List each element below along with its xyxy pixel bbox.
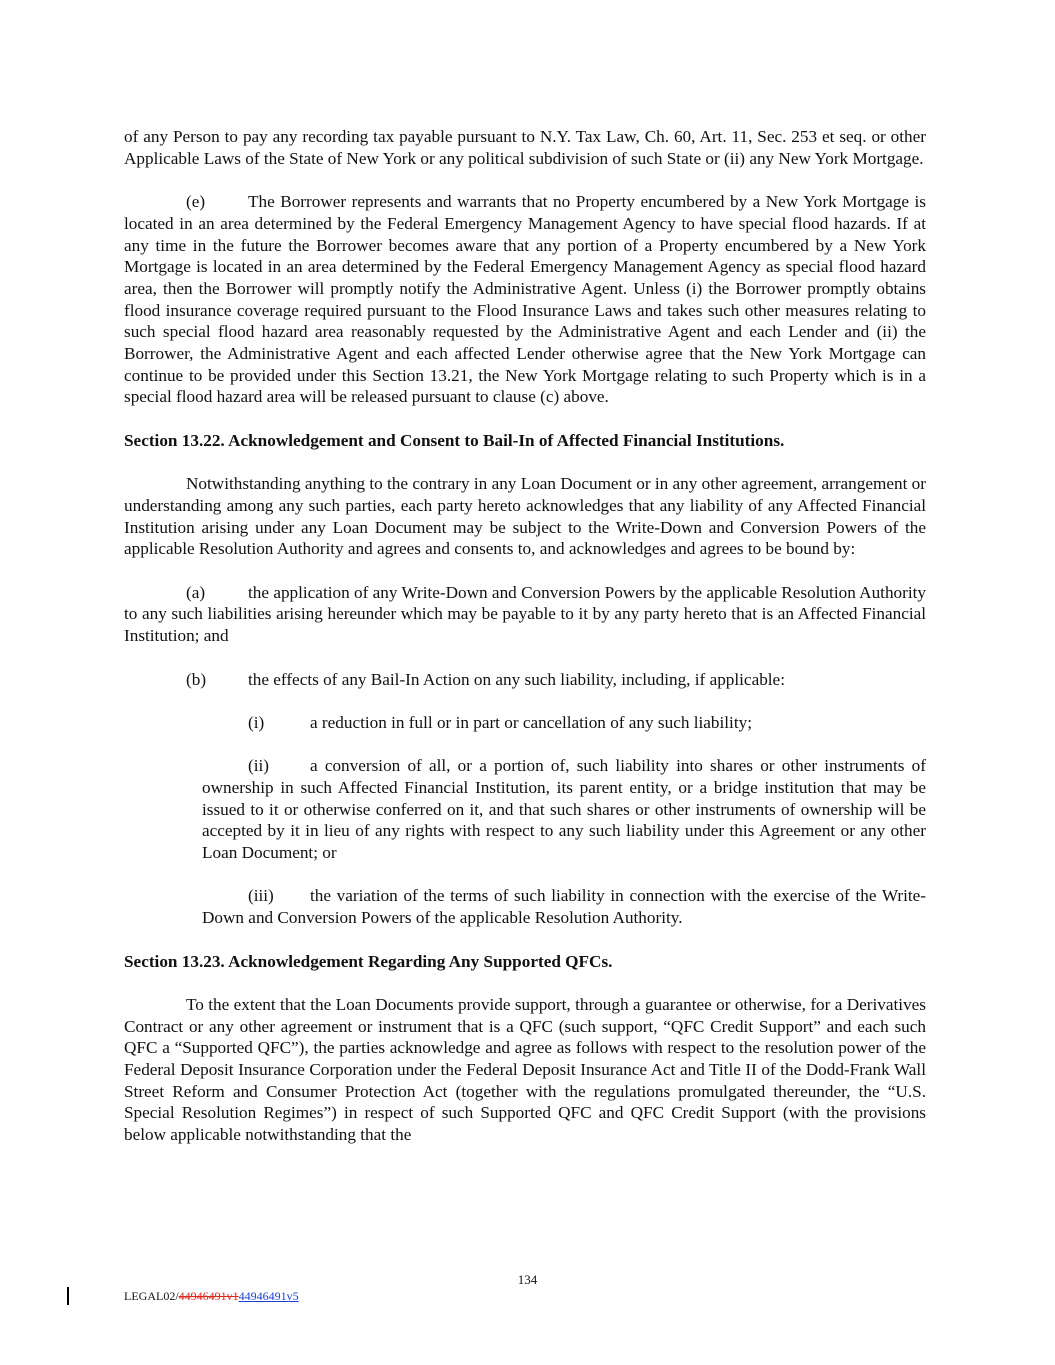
document-body xyxy=(124,126,926,1146)
page-number: 134 xyxy=(517,1272,538,1287)
doc-id-prefix: LEGAL02/ xyxy=(124,1289,179,1303)
clause-label-i: (i) xyxy=(248,712,265,732)
document-id-footer xyxy=(124,1289,299,1304)
paragraph-qfc: To the extent that the Loan Documents provide support, through a guarantee or otherwise, for a Derivatives Contract or any other agreement or instrument that is a QFC (such support, “QFC Credit Support” and each such QFC a “Supported QFC”), the parties acknowledge and agree as follows with respect to the resolution power of the Federal Deposit Insurance Corporation under the Federal Deposit Insurance Act and Title II of the Dodd-Frank Wall Street Reform and Consumer Protection Act (together with the regulations promulgated thereunder, the “U.S. Special Resolution Regimes”) in respect of such Supported QFC and QFC Credit Support (with the provisions below applicable notwithstanding that the xyxy=(124,994,926,1145)
paragraph-continuation: of any Person to pay any recording tax payable pursuant to N.Y. Tax Law, Ch. 60, Art. 11, Sec. 253 et seq. or other Applicable Laws of the State of New York or any political subdivision of such State or (ii) any New York Mortgage. xyxy=(124,127,926,168)
section-13-23-heading: Section 13.23. Acknowledgement Regarding Any Supported QFCs. xyxy=(124,951,613,971)
paragraph-a: (a) the application of any Write-Down and Conversion Powers by the applicable Resolution Authority to any such liabilities arising hereunder which may be payable to it by any party hereto that is an Affected Financial Institution; and xyxy=(124,582,926,646)
paragraph-e: (e) The Borrower represents and warrants that no Property encumbered by a New York Mortgage is located in an area determined by the Federal Emergency Management Agency to have special flood hazards. If at any time in the future the Borrower becomes aware that any portion of a Property encumbered by a New York Mortgage is located in an area determined by the Federal Emergency Management Agency as special flood hazard area, then the Borrower will promptly notify the Administrative Agent. Unless (i) the Borrower promptly obtains flood insurance coverage required pursuant to the Flood Insurance Laws and takes such other measures relating to such special flood hazard area reasonably requested by the Administrative Agent and each Lender and (ii) the Borrower, the Administrative Agent and each affected Lender otherwise agree that the New York Mortgage can continue to be provided under this Section 13.21, the New York Mortgage relating to such Property which is in a special flood hazard area will be released pursuant to clause (c) above. xyxy=(124,192,926,407)
clause-label-a: (a) xyxy=(186,582,206,602)
paragraph-b: (b) the effects of any Bail-In Action on any such liability, including, if applicable: xyxy=(186,669,785,689)
section-13-22-heading: Section 13.22. Acknowledgement and Consent to Bail-In of Affected Financial Institutions. xyxy=(124,430,785,450)
doc-id-inserted: 44946491v5 xyxy=(238,1289,299,1303)
paragraph-bail-in-intro: Notwithstanding anything to the contrary in any Loan Document or in any other agreement, arrangement or understanding among any such parties, each party hereto acknowledges that any liability of any Affected Financial Institution arising under any Loan Document may be subject to the Write-Down and Conversion Powers of the applicable Resolution Authority and agrees and consents to, and acknowledges and agrees to be bound by: xyxy=(124,474,926,559)
clause-label-e: (e) xyxy=(186,192,206,212)
doc-id-deleted: 44946491v1 xyxy=(178,1289,239,1303)
change-bar xyxy=(67,1287,69,1305)
paragraph-i: (i) a reduction in full or in part or cancellation of any such liability; xyxy=(248,712,752,732)
clause-label-iii: (iii) xyxy=(248,886,274,906)
clause-label-ii: (ii) xyxy=(248,756,269,776)
paragraph-ii: (ii) a conversion of all, or a portion of, such liability into shares or other instruments of ownership in such Affected Financial Institution, its parent entity, or a bridge institution that may be issued to it or otherwise conferred on it, and that such shares or other instruments of ownership will be accepted by it in lieu of any rights with respect to any such liability under this Agreement or any other Loan Document; or xyxy=(202,756,926,863)
paragraph-iii: (iii) the variation of the terms of such liability in connection with the exercise of the Write-Down and Conversion Powers of the applicable Resolution Authority. xyxy=(202,886,926,928)
clause-label-b: (b) xyxy=(186,669,207,689)
